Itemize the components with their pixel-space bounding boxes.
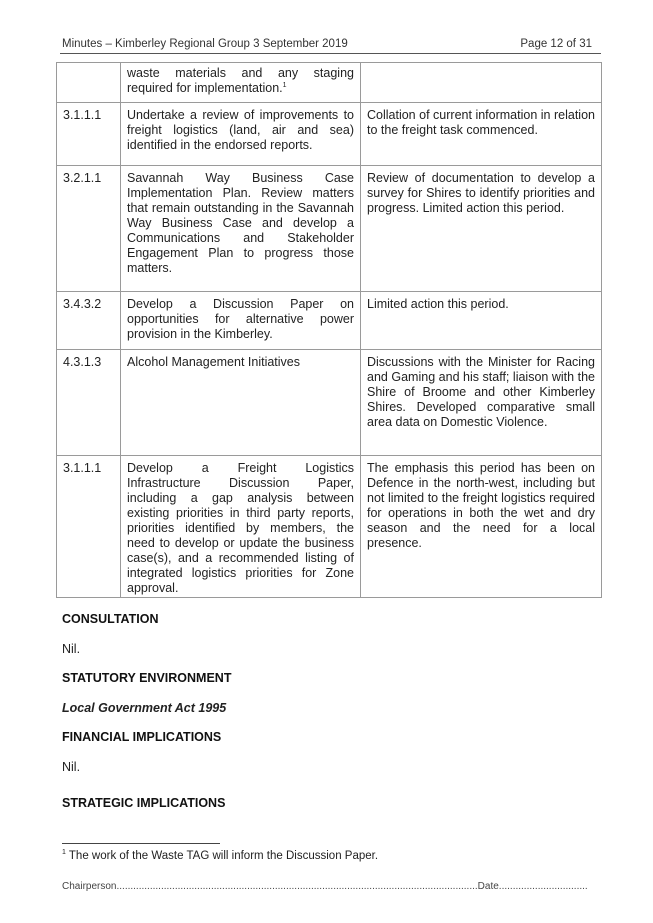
row-code: 4.3.1.3 bbox=[57, 350, 121, 456]
row-action-text: waste materials and any staging required for implementation. bbox=[127, 66, 354, 95]
table-row bbox=[57, 166, 602, 292]
page-number: Page 12 of 31 bbox=[520, 38, 592, 50]
date-line: ................................ bbox=[498, 881, 588, 892]
consultation-text: Nil. bbox=[62, 642, 81, 656]
chairperson-label: Chairperson bbox=[62, 881, 117, 892]
row-code: 3.1.1.1 bbox=[57, 103, 121, 166]
footnote-text: The work of the Waste TAG will inform the Discussion Paper. bbox=[68, 850, 379, 862]
table-row bbox=[57, 292, 602, 350]
row-progress bbox=[361, 63, 602, 103]
footnote-divider bbox=[62, 843, 220, 844]
consultation-heading: CONSULTATION bbox=[62, 612, 159, 626]
strategic-implications-heading: STRATEGIC IMPLICATIONS bbox=[62, 796, 226, 810]
row-action bbox=[121, 63, 361, 103]
row-action: Undertake a review of improvements to freight logistics (land, air and sea) identified in the endorsed reports. bbox=[121, 103, 361, 166]
row-action: Savannah Way Business Case Implementation Plan. Review matters that remain outstanding in the Savannah Way Business Case and develop a Communications and Stakeholder Engagement Plan to progress those matters. bbox=[121, 166, 361, 292]
footnote bbox=[62, 850, 378, 862]
date-label: Date bbox=[477, 881, 499, 892]
row-code: 3.4.3.2 bbox=[57, 292, 121, 350]
table-row bbox=[57, 350, 602, 456]
statutory-environment-heading: STATUTORY ENVIRONMENT bbox=[62, 671, 232, 685]
signoff-line bbox=[62, 881, 588, 892]
row-progress: The emphasis this period has been on Defence in the north-west, including but not limited to the freight logistics required for operations in both the wet and dry season and the need for a local presence. bbox=[361, 456, 602, 598]
row-code bbox=[57, 63, 121, 103]
footnote-number: 1 bbox=[62, 849, 66, 857]
row-progress: Review of documentation to develop a survey for Shires to identify priorities and progress. Limited action this period. bbox=[361, 166, 602, 292]
table-row bbox=[57, 103, 602, 166]
row-action: Alcohol Management Initiatives bbox=[121, 350, 361, 456]
table-row bbox=[57, 456, 602, 598]
row-code: 3.1.1.1 bbox=[57, 456, 121, 598]
chairperson-signature-line: .................................................................................................................................. bbox=[116, 881, 478, 892]
row-action: Develop a Discussion Paper on opportunities for alternative power provision in the Kimberley. bbox=[121, 292, 361, 350]
row-action: Develop a Freight Logistics Infrastructure Discussion Paper, including a gap analysis between existing priorities in third party reports, priorities identified by members, the need to develop or update the business case(s), and a recommended listing of integrated logistics priorities for Zone approval. bbox=[121, 456, 361, 598]
document-title: Minutes – Kimberley Regional Group 3 September 2019 bbox=[62, 38, 348, 50]
header-divider bbox=[60, 53, 601, 54]
row-progress: Discussions with the Minister for Racing and Gaming and his staff; liaison with the Shire of Broome and other Kimberley Shires. Developed comparative small area data on Domestic Violence. bbox=[361, 350, 602, 456]
table-row bbox=[57, 63, 602, 103]
footnote-reference: 1 bbox=[282, 81, 287, 89]
row-progress: Collation of current information in relation to the freight task commenced. bbox=[361, 103, 602, 166]
action-progress-table bbox=[56, 62, 602, 598]
financial-implications-text: Nil. bbox=[62, 760, 81, 774]
row-code: 3.2.1.1 bbox=[57, 166, 121, 292]
statutory-environment-text: Local Government Act 1995 bbox=[62, 701, 227, 715]
financial-implications-heading: FINANCIAL IMPLICATIONS bbox=[62, 730, 222, 744]
row-progress: Limited action this period. bbox=[361, 292, 602, 350]
